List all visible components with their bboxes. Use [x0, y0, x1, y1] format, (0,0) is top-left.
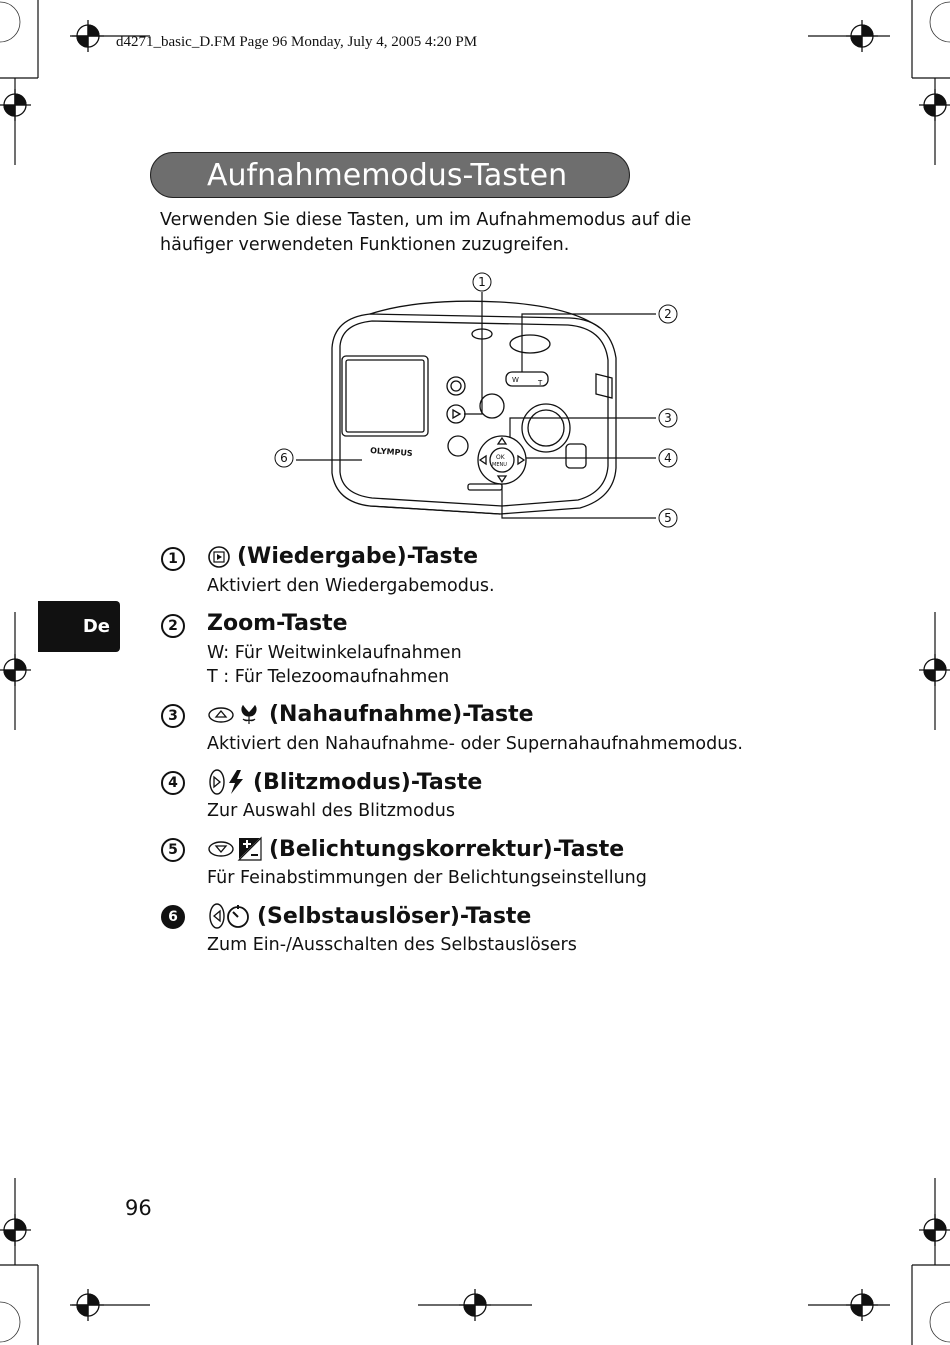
- description-line: Aktiviert den Wiedergabemodus.: [207, 576, 495, 596]
- description-line: W: Für Weitwinkelaufnahmen: [207, 643, 462, 663]
- page-title: Aufnahmemodus-Tasten: [207, 157, 568, 193]
- lcd-screen: [342, 356, 428, 436]
- item-heading-text: (Nahaufnahme)-Taste: [269, 702, 534, 727]
- item-heading-5: [207, 836, 624, 862]
- flash-icon: [207, 768, 247, 796]
- description-line: Für Feinabstimmungen der Belichtungseinstellung: [207, 868, 647, 888]
- zoom-w-label: W: [512, 376, 519, 384]
- svg-text:6: 6: [280, 451, 288, 465]
- svg-text:1: 1: [478, 275, 486, 289]
- svg-text:3: 3: [664, 411, 672, 425]
- item-heading-text: (Blitzmodus)-Taste: [253, 769, 483, 795]
- callout-3: [659, 409, 677, 427]
- callout-4: [659, 449, 677, 467]
- item-number-2: 2: [161, 614, 185, 638]
- item-heading-text: (Selbstauslöser)-Taste: [257, 903, 532, 929]
- callout-6: [275, 449, 293, 467]
- item-description-5: [207, 866, 647, 890]
- item-description-4: [207, 799, 455, 823]
- self-timer-icon: [207, 902, 251, 930]
- description-line: Aktiviert den Nahaufnahme- oder Supernahaufnahmemodus.: [207, 734, 743, 754]
- camera-brand-label: OLYMPUS: [369, 446, 413, 458]
- intro-text: Verwenden Sie diese Tasten, um im Aufnahmemodus auf die häufiger verwendeten Funktionen zuzugreifen.: [160, 210, 692, 255]
- item-heading-text: (Belichtungskorrektur)-Taste: [269, 836, 625, 862]
- description-line: T : Für Telezoomaufnahmen: [207, 667, 450, 687]
- description-line: Zur Auswahl des Blitzmodus: [207, 801, 455, 821]
- item-heading-4: [207, 768, 482, 796]
- camera-diagram: [270, 268, 690, 533]
- item-heading-1: [207, 544, 478, 569]
- item-heading-text: (Wiedergabe)-Taste: [237, 544, 479, 569]
- macro-icon: [207, 703, 263, 727]
- mode-dial: [522, 404, 570, 452]
- svg-text:4: 4: [664, 451, 672, 465]
- svg-text:2: 2: [664, 307, 672, 321]
- item-description-6: [207, 933, 577, 957]
- description-line: Zum Ein-/Ausschalten des Selbstauslösers: [207, 935, 577, 955]
- item-number-3: 3: [161, 704, 185, 728]
- item-heading-3: [207, 702, 534, 727]
- callout-2: [659, 305, 677, 323]
- item-description-1: [207, 574, 495, 598]
- item-number-1: 1: [161, 547, 185, 571]
- item-heading-2: [207, 611, 348, 636]
- language-tab: De: [38, 601, 120, 652]
- ok-label: OK: [496, 454, 505, 461]
- zoom-t-label: T: [538, 379, 543, 387]
- item-heading-6: [207, 902, 531, 930]
- menu-label: MENU: [492, 462, 507, 468]
- svg-text:5: 5: [664, 511, 672, 525]
- callout-5: [659, 509, 677, 527]
- callout-1: [473, 273, 491, 291]
- item-number-6: 6: [161, 905, 185, 929]
- exposure-compensation-icon: [207, 836, 263, 862]
- section-title-banner: [150, 152, 630, 198]
- playback-icon: [207, 545, 231, 569]
- file-info-header: d4271_basic_D.FM Page 96 Monday, July 4, 2005 4:20 PM: [116, 34, 478, 50]
- item-heading-text: Zoom-Taste: [207, 611, 348, 636]
- item-description-3: [207, 732, 743, 756]
- item-number-5: 5: [161, 838, 185, 862]
- item-number-4: 4: [161, 771, 185, 795]
- page-number: 96: [125, 1196, 152, 1220]
- item-description-2: [207, 641, 462, 689]
